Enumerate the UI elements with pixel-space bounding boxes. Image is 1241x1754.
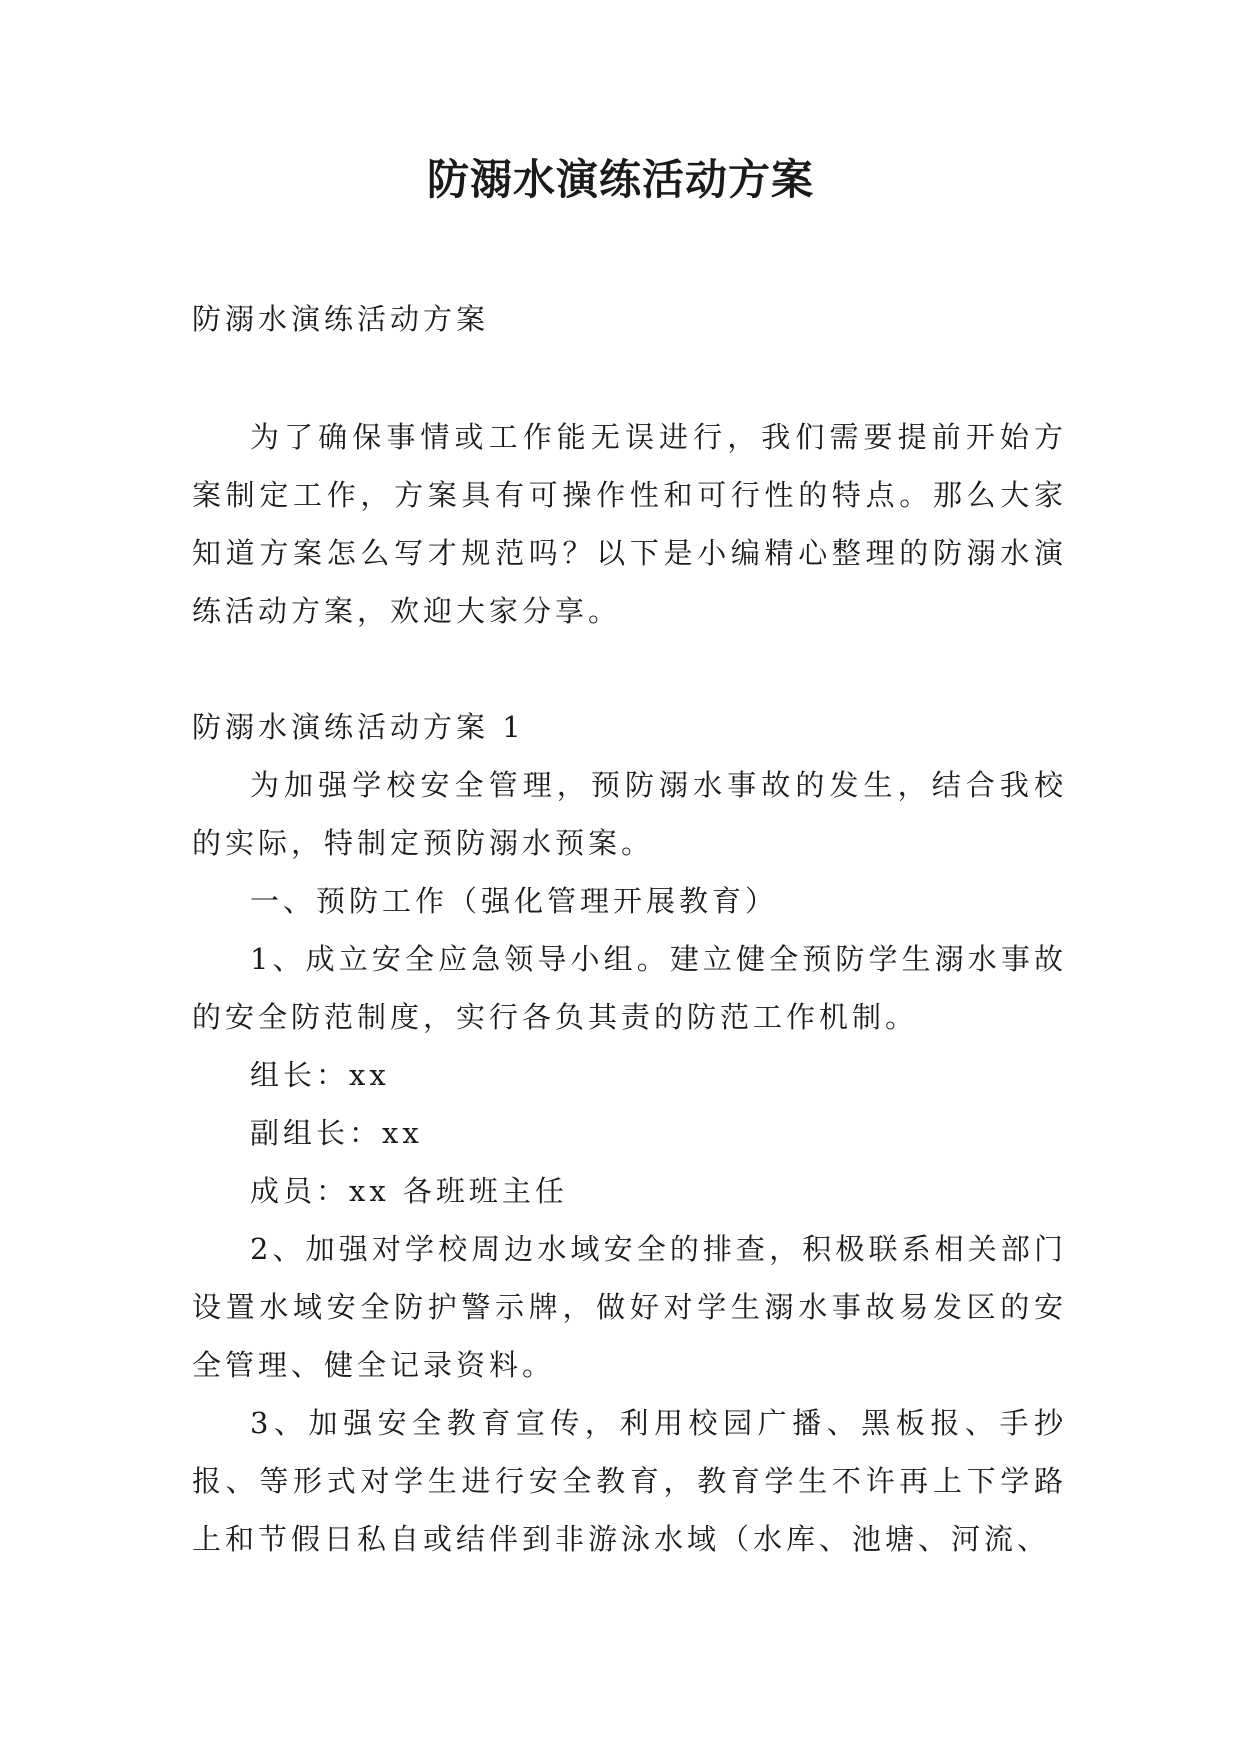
document-subtitle: 防溺水演练活动方案 — [192, 302, 490, 336]
body-paragraph: 成员：xx 各班班主任 — [250, 1174, 568, 1208]
spacer — [192, 640, 1067, 698]
document-body — [192, 290, 1067, 1568]
body-paragraph: 一、预防工作（强化管理开展教育） — [250, 884, 779, 918]
body-paragraph: 组长：xx — [250, 1058, 390, 1092]
body-paragraph: 3、加强安全教育宣传，利用校园广播、黑板报、手抄报、等形式对学生进行安全教育，教育学生不许再上下学路上和节假日私自或结伴到非游泳水域（水库、池塘、河流、 — [192, 1406, 1067, 1556]
body-paragraph: 2、加强对学校周边水域安全的排查，积极联系相关部门设置水域安全防护警示牌，做好对学生溺水事故易发区的安全管理、健全记录资料。 — [192, 1232, 1067, 1382]
body-paragraph: 副组长：xx — [250, 1116, 423, 1150]
section-heading: 防溺水演练活动方案 1 — [192, 710, 525, 744]
body-paragraph: 1、成立安全应急领导小组。建立健全预防学生溺水事故的安全防范制度，实行各负其责的防范工作机制。 — [192, 942, 1067, 1034]
intro-paragraph: 为了确保事情或工作能无误进行，我们需要提前开始方案制定工作，方案具有可操作性和可行性的特点。那么大家知道方案怎么写才规范吗？以下是小编精心整理的防溺水演练活动方案，欢迎大家分享。 — [192, 420, 1067, 628]
document-title: 防溺水演练活动方案 — [426, 155, 814, 204]
body-paragraph: 为加强学校安全管理，预防溺水事故的发生，结合我校的实际，特制定预防溺水预案。 — [192, 768, 1067, 860]
spacer — [192, 348, 1067, 408]
